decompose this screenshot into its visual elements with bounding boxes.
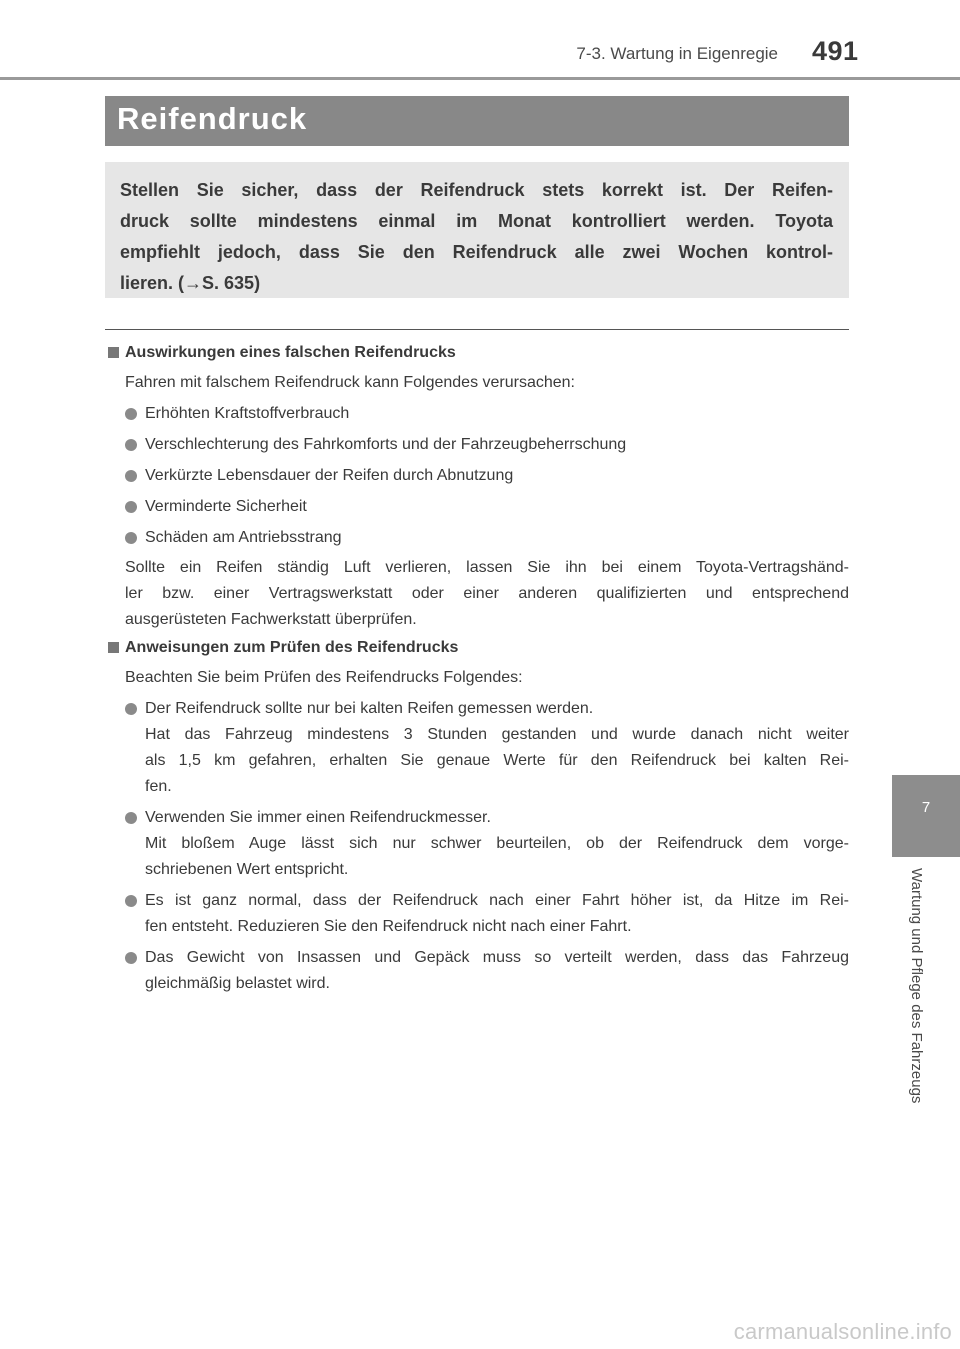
page-number: 491 — [812, 36, 859, 66]
circle-bullet-icon — [125, 895, 137, 907]
chapter-number: 7 — [921, 799, 931, 816]
list-item: Verkürzte Lebensdauer der Reifen durch Abnutzung — [107, 463, 849, 489]
list-item: Verschlechterung des Fahrkomforts und der Fahrzeugbeherrschung — [107, 432, 849, 458]
circle-bullet-icon — [125, 470, 137, 482]
intro-line: druck sollte mindestens einmal im Monat kontrolliert werden. Toyota — [120, 211, 833, 231]
list-item: Verwenden Sie immer einen Reifendruckmesser. Mit bloßem Auge lässt sich nur schwer beurteilen, ob der Reifendruck dem vorge- schriebenen Wert entspricht. — [107, 805, 849, 883]
chapter-title-vertical: Wartung und Pflege des Fahrzeugs — [908, 868, 925, 1104]
section-heading — [107, 637, 849, 659]
section-divider — [105, 329, 849, 330]
header-divider — [0, 77, 960, 80]
list-item: Das Gewicht von Insassen und Gepäck muss so verteilt werden, dass das Fahrzeug gleichmäßig belastet wird. — [107, 945, 849, 997]
circle-bullet-icon — [125, 501, 137, 513]
page-title-bar — [105, 96, 849, 146]
page-title: Reifendruck — [117, 101, 308, 136]
section-heading-text: Anweisungen zum Prüfen des Reifendrucks — [125, 639, 459, 656]
circle-bullet-icon — [125, 812, 137, 824]
square-bullet-icon — [108, 347, 119, 358]
section-intro: Beachten Sie beim Prüfen des Reifendrucks Folgendes: — [125, 669, 523, 686]
section-heading — [107, 342, 849, 364]
circle-bullet-icon — [125, 952, 137, 964]
square-bullet-icon — [108, 642, 119, 653]
intro-last-text: lieren. ( — [120, 273, 185, 293]
reference-arrow-icon: → — [184, 273, 203, 293]
circle-bullet-icon — [125, 439, 137, 451]
circle-bullet-icon — [125, 532, 137, 544]
section-intro: Fahren mit falschem Reifendruck kann Folgendes verursachen: — [125, 374, 575, 391]
watermark: carmanualsonline.info — [733, 1319, 952, 1344]
circle-bullet-icon — [125, 408, 137, 420]
list-item: Schäden am Antriebsstrang — [107, 525, 849, 551]
intro-line-reference — [120, 268, 833, 299]
intro-box — [105, 162, 849, 298]
list-item: Erhöhten Kraftstoffverbrauch — [107, 401, 849, 427]
section-heading-text: Auswirkungen eines falschen Reifendrucks — [125, 344, 456, 361]
page-reference-link[interactable]: S. 635) — [202, 273, 261, 293]
circle-bullet-icon — [125, 703, 137, 715]
chapter-tab[interactable] — [892, 775, 960, 857]
intro-line: empfiehlt jedoch, dass Sie den Reifendruck alle zwei Wochen kontrol- — [120, 242, 833, 262]
list-item: Der Reifendruck sollte nur bei kalten Reifen gemessen werden. Hat das Fahrzeug mindestens 3 Stunden gestanden und wurde danach nicht weiter als 1,5 km gefahren, erhalten Sie genaue Werte für den Reifendruck bei kalten Rei- fen. — [107, 696, 849, 800]
header-section-title: 7-3. Wartung in Eigenregie — [576, 44, 778, 63]
main-content — [107, 342, 849, 997]
section-note: Sollte ein Reifen ständig Luft verlieren, lassen Sie ihn bei einem Toyota-Vertragshänd- ler bzw. einer Vertragswerkstatt oder einer anderen qualifizierten und entsprechend ausgerüsteten Fachwerkstatt überprüfen. — [125, 559, 849, 628]
intro-line: Stellen Sie sicher, dass der Reifendruck stets korrekt ist. Der Reifen- — [120, 180, 833, 200]
list-item: Es ist ganz normal, dass der Reifendruck nach einer Fahrt höher ist, da Hitze im Rei- fen entsteht. Reduzieren Sie den Reifendruck nicht nach einer Fahrt. — [107, 888, 849, 940]
list-item: Verminderte Sicherheit — [107, 494, 849, 520]
